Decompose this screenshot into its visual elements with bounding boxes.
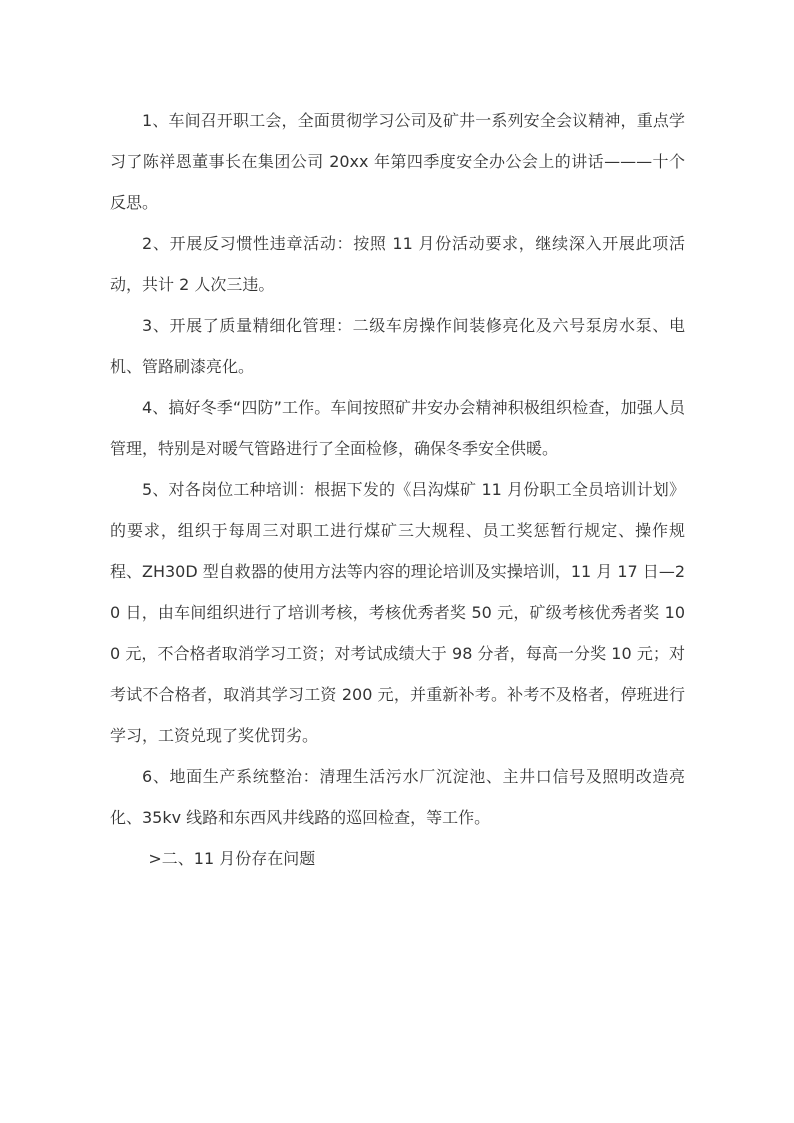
paragraph-item-1: 1、车间召开职工会，全面贯彻学习公司及矿井一系列安全会议精神，重点学习了陈祥恩董事长在集团公司 20xx 年第四季度安全办公会上的讲话———十个反思。: [110, 111, 685, 212]
paragraph-item-6: 6、地面生产系统整治：清理生活污水厂沉淀池、主井口信号及照明改造亮化、35kv 线路和东西风井线路的巡回检查，等工作。: [110, 767, 685, 827]
document-body: [110, 100, 685, 879]
paragraph-item-4: 4、搞好冬季“四防”工作。车间按照矿井安办会精神积极组织检查，加强人员管理，特别是对暖气管路进行了全面检修，确保冬季安全供暖。: [110, 398, 685, 458]
section-heading: >二、11 月份存在问题: [148, 849, 316, 868]
paragraph-item-3: 3、开展了质量精细化管理：二级车房操作间装修亮化及六号泵房水泵、电机、管路刷漆亮化。: [110, 316, 685, 376]
paragraph-item-2: 2、开展反习惯性违章活动：按照 11 月份活动要求，继续深入开展此项活动，共计 2 人次三违。: [110, 234, 685, 294]
paragraph-item-5: 5、对各岗位工种培训：根据下发的《吕沟煤矿 11 月份职工全员培训计划》的要求，组织于每周三对职工进行煤矿三大规程、员工奖惩暂行规定、操作规程、ZH30D 型自救器的使用方法等内容的理论培训及实操培训，11 月 17 日—20 日，由车间组织进行了培训考核，考核优秀者奖 50 元，矿级考核优秀者奖 100 元，不合格者取消学习工资；对考试成绩大于 98 分者，每高一分奖 10 元；对考试不合格者，取消其学习工资 200 元，并重新补考。补考不及格者，停班进行学习，工资兑现了奖优罚劣。: [110, 480, 685, 745]
